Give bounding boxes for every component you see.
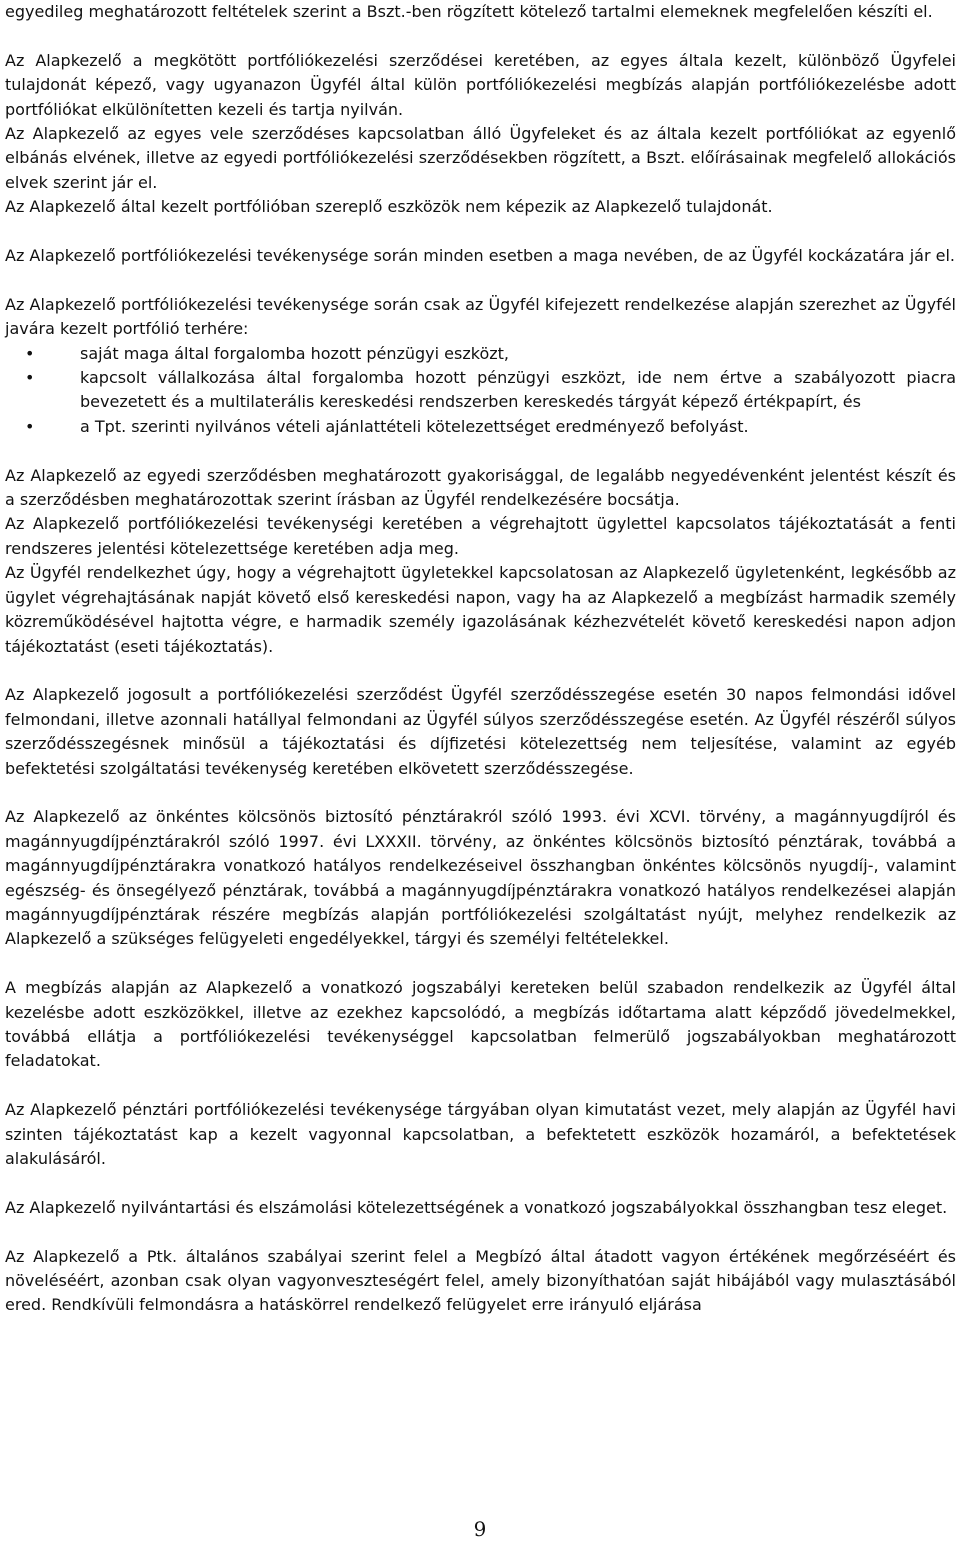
page-number: 9 [473, 1517, 487, 1541]
paragraph: Az Alapkezelő pénztári portfóliókezelési tevékenysége tárgyában olyan kimutatást vezet, mely alapján az Ügyfél havi szinten tájékoztatást kap a kezelt vagyonnal kapcsolatban, a befektetett eszközök hozamáról, a befektetések alakulásáról. [5, 1100, 956, 1168]
list-item-text: kapcsolt vállalkozása által forgalomba hozott pénzügyi eszközt, ide nem értve a szabályozott piacra bevezetett és a multilaterális kereskedési rendszerben kereskedés tárgyát képező értékpapírt, és [80, 368, 956, 412]
paragraph: Az Ügyfél rendelkezhet úgy, hogy a végrehajtott ügyletekkel kapcsolatosan az Alapkezelő ügyletenként, legkésőbb az ügylet végrehajtásának napját követő első kereskedési napon, vagy ha az Alapkezelő a megbízást harmadik személy közreműködésével hajtotta végre, e harmadik személy igazolásának kézhezvételét követő kereskedési napon adjon tájékoztatást (eseti tájékoztatás). [5, 563, 956, 656]
bullet-icon: • [25, 343, 35, 363]
paragraph: Az Alapkezelő a Ptk. általános szabályai szerint felel a Megbízó által átadott vagyon értékének megőrzéséért és növeléséért, azonban csak olyan vagyonveszteségért felel, amely bizonyíthatóan saját hibájából vagy mulasztásából ered. Rendkívüli felmondásra a hatáskörrel rendelkező felügyelet erre irányuló eljárása [5, 1246, 956, 1315]
bullet-list [5, 342, 956, 440]
paragraph: A megbízás alapján az Alapkezelő a vonatkozó jogszabályi kereteken belül szabadon rendelkezik az Ügyfél által kezelésbe adott eszközökkel, illetve az ezekhez kapcsolódó, a megbízás időtartama alatt képződő jövedelmekkel, továbbá ellátja a portfóliókezelési tevékenységgel kapcsolatban felmerülő jogszabályokban meghatározott feladatokat. [5, 978, 956, 1071]
list-item [5, 342, 956, 366]
paragraph: Az Alapkezelő nyilvántartási és elszámolási kötelezettségének a vonatkozó jogszabályokkal összhangban tesz eleget. [5, 1197, 948, 1217]
paragraph: egyedileg meghatározott feltételek szerint a Bszt.-ben rögzített kötelező tartalmi elemeknek megfelelően készíti el. [5, 2, 933, 21]
list-item-text: saját maga által forgalomba hozott pénzügyi eszközt, [80, 343, 509, 363]
paragraph: Az Alapkezelő portfóliókezelési tevékenysége során csak az Ügyfél kifejezett rendelkezése alapján szerezhet az Ügyfél javára kezelt portfólió terhére: [5, 294, 956, 339]
list-item [5, 366, 956, 415]
bullet-icon: • [25, 416, 35, 436]
paragraph: Az Alapkezelő az önkéntes kölcsönös biztosító pénztárakról szóló 1993. évi XCVI. törvény, a magánnyugdíjról és magánnyugdíjpénztárakról szóló 1997. évi LXXXII. törvény, az önkéntes kölcsönös biztosító pénztárak, továbbá a magánnyugdíjpénztárakra vonatkozó hatályos rendelkezéseivel összhangban önkéntes kölcsönös nyugdíj-, valamint egészség- és önsegélyező pénztárak, továbbá a magánnyugdíjpénztárakra vonatkozó hatályos rendelkezései alapján magánnyugdíjpénztárak részére megbízás alapján portfóliókezelési szolgáltatást nyújt, melyhez rendelkezik az Alapkezelő a szükséges felügyeleti engedélyekkel, tárgyi és személyi feltételekkel. [5, 807, 956, 949]
paragraph: Az Alapkezelő portfóliókezelési tevékenysége során minden esetben a maga nevében, de az Ügyfél kockázatára jár el. [5, 246, 955, 266]
paragraph: Az Alapkezelő portfóliókezelési tevékenységi keretében a végrehajtott ügylettel kapcsolatos tájékoztatását a fenti rendszeres jelentési kötelezettsége keretében adja meg. [5, 514, 956, 558]
bullet-icon: • [25, 368, 35, 388]
paragraph: Az Alapkezelő a megkötött portfóliókezelési szerződései keretében, az egyes általa kezelt, különböző Ügyfelei tulajdonát képező, vagy ugyanazon Ügyfél által külön portfóliókezelési megbízás alapján portfóliókezelésbe adott portfóliókat elkülönítetten kezeli és tartja nyilván. [5, 50, 956, 119]
paragraph: Az Alapkezelő az egyes vele szerződéses kapcsolatban álló Ügyfeleket és az általa kezelt portfóliókat az egyenlő elbánás elvének, illetve az egyedi portfóliókezelési szerződésekben rögzített, a Bszt. előírásainak megfelelő allokációs elvek szerint jár el. [5, 124, 956, 192]
paragraph: Az Alapkezelő által kezelt portfólióban szereplő eszközök nem képezik az Alapkezelő tulajdonát. [5, 197, 773, 217]
paragraph: Az Alapkezelő az egyedi szerződésben meghatározott gyakorisággal, de legalább negyedévenként jelentést készít és a szerződésben meghatározottak szerint írásban az Ügyfél rendelkezésére bocsátja. [5, 465, 956, 510]
list-item-text: a Tpt. szerinti nyilvános vételi ajánlattételi kötelezettséget eredményező befolyást. [80, 416, 749, 436]
paragraph: Az Alapkezelő jogosult a portfóliókezelési szerződést Ügyfél szerződésszegése esetén 30 napos felmondási idővel felmondani, illetve azonnali hatállyal felmondani az Ügyfél súlyos szerződésszegése esetén. Az Ügyfél részéről súlyos szerződésszegésnek minősül a tájékoztatási és díjfizetési kötelezettség nem teljesítése, valamint az egyéb befektetési szolgáltatási tevékenység keretében elkövetett szerződésszegése. [5, 685, 956, 778]
list-item [5, 415, 956, 439]
